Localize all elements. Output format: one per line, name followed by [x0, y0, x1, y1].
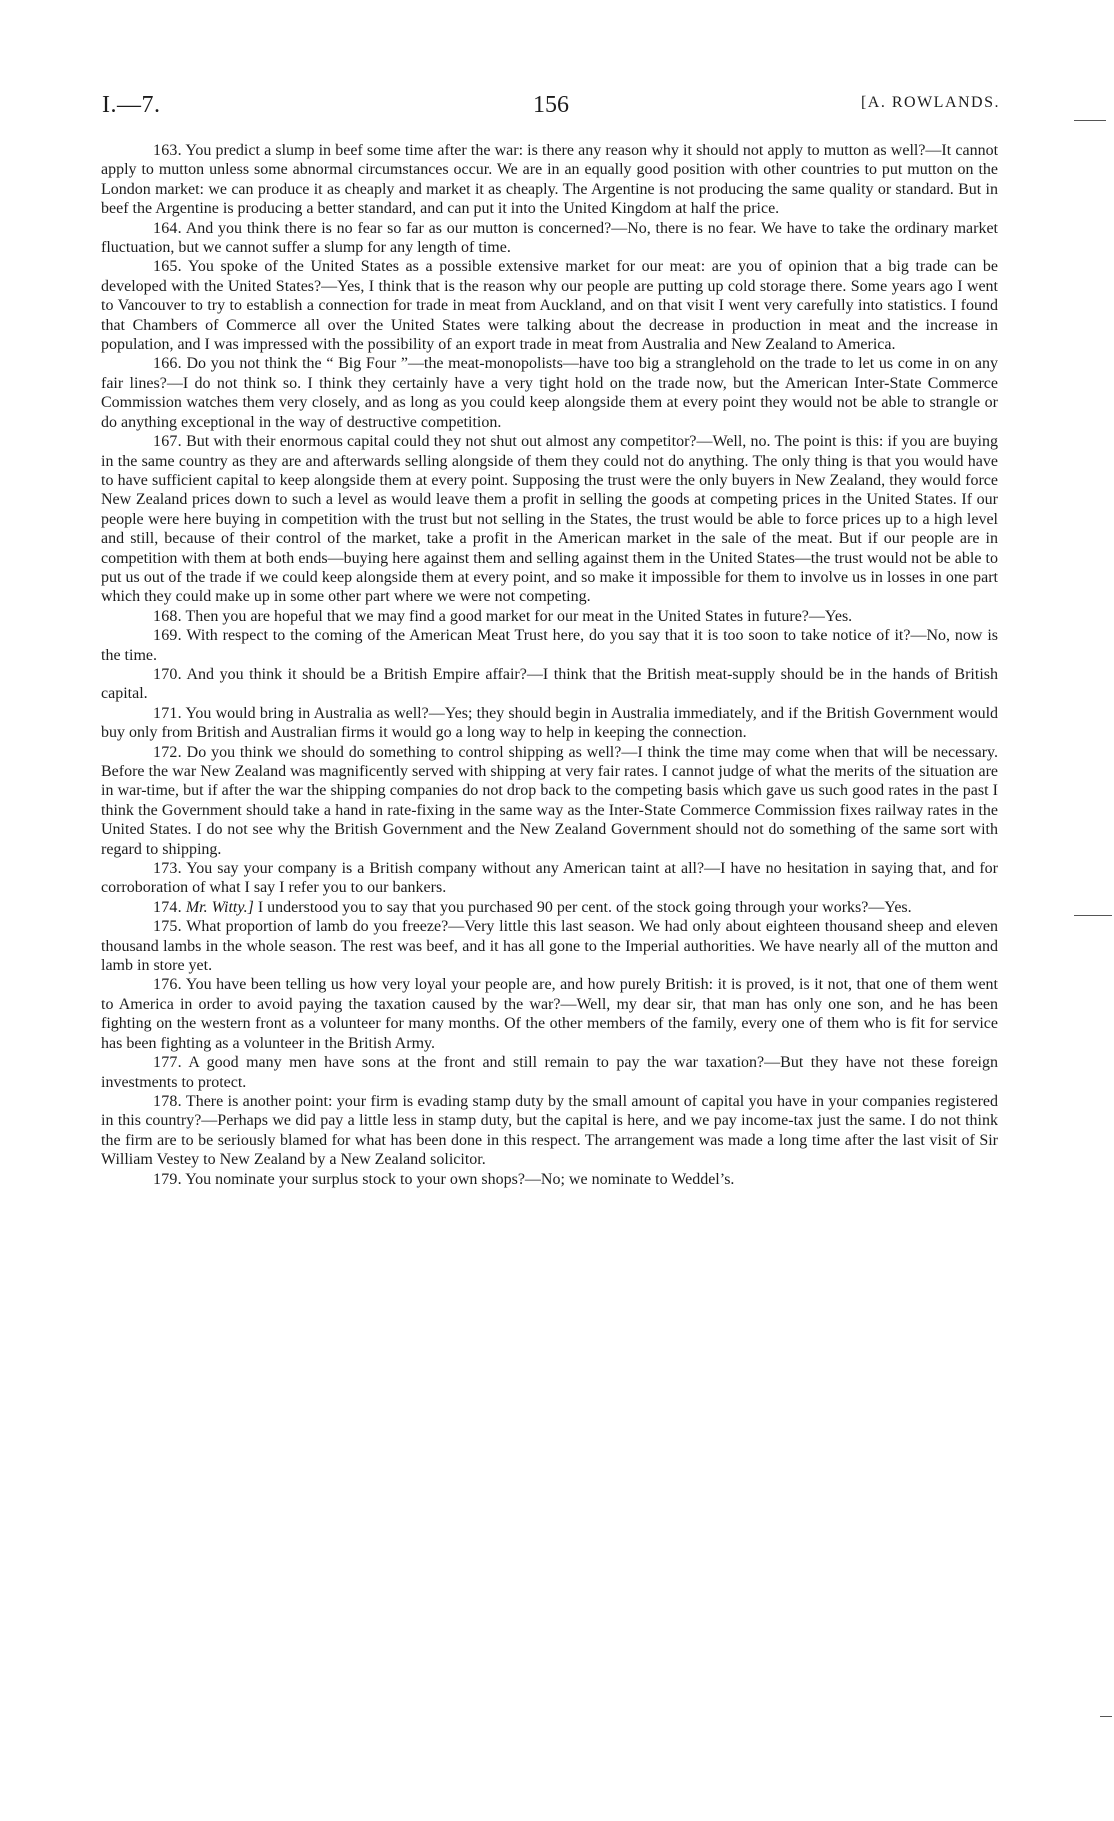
witness-name: [A. ROWLANDS. — [860, 94, 1000, 111]
question-number: 168. — [153, 607, 182, 625]
page-number: 156 — [533, 92, 569, 118]
question-number: 177. — [153, 1054, 182, 1072]
paragraph-174 — [101, 898, 998, 917]
question-number: 178. — [153, 1092, 182, 1110]
paragraph-text: Do you think we should do something to control shipping as well?—I think the time may come when that will be necessary. Before the war New Zealand was magnificently served with shipping at very fair rates. I cannot judge of what the merits of the situation are in war-time, but if after the war the shipping companies do not drop back to the competing basis which gave us such good rates in the past I think the Government should take a hand in rate-fixing in the same way as the Inter-State Commerce Commission fixes railway rates in the United States. I do not see why the British Government and the New Zealand Government should not do something of the same sort with regard to shipping. — [101, 743, 999, 858]
paragraph-178 — [101, 1092, 998, 1170]
paragraph-169 — [101, 626, 998, 665]
question-number: 171. — [153, 704, 182, 722]
paragraph-173 — [101, 859, 998, 898]
paragraph-172 — [101, 743, 998, 859]
question-number: 169. — [153, 627, 182, 645]
paragraph-text: Do you not think the “ Big Four ”—the meat-monopolists—have too big a stranglehold on the trade to let us come in on any fair lines?—I do not think so. I think they certainly have a very tight hold on the trade now, but the American Inter-State Commerce Commission watches them very closely, and as long as you could keep alongside them at every point they would not be able to strangle or do anything exceptional in the way of destructive competition. — [101, 355, 999, 431]
paper-reference: I.—7. — [102, 92, 161, 118]
margin-rule-bottom — [1100, 1716, 1112, 1717]
paragraph-text: A good many men have sons at the front and still remain to pay the war taxation?—But they have not these foreign investments to protect. — [101, 1054, 998, 1091]
page-header — [102, 92, 1000, 126]
paragraph-164 — [101, 219, 998, 258]
paragraph-text: But with their enormous capital could they not shut out almost any competitor?—Well, no. The point is this: if you are buying in the same country as they are and afterwards selling alongside of them they could not do anything. The only thing is that you would have to have sufficient capital to keep alongside them at every point. Supposing the trust were the only buyers in New Zealand, they would force New Zealand prices down to such a level as would leave them a profit in selling the goods at competing prices in the United States. If our people were here buying in competition with the trust but not selling in the States, the trust would be able to force prices up to a high level and still, because of their control of the market, take a profit in the American market in the sale of the meat. But if our people are in competition with them at both ends—buying here against them and selling against them in the United States—the trust would not be able to put us out of the trade if we could keep alongside them at every point, and so make it impossible for them to involve us in losses in one part which they could make up in some other part where we were not competing. — [101, 433, 999, 606]
paragraph-text: There is another point: your firm is evading stamp duty by the small amount of capital you have in your companies registered in this country?—Perhaps we did pay a little less in stamp duty, but the capital is here, and we pay income-tax just the same. I do not think the firm are to be seriously blamed for what has been done in this respect. The arrangement was made a long time after the last visit of Sir William Vestey to New Zealand by a New Zealand solicitor. — [101, 1092, 998, 1169]
paragraph-171 — [101, 704, 998, 743]
paragraph-text: I understood you to say that you purchased 90 per cent. of the stock going through your works?—Yes. — [257, 898, 912, 916]
question-number: 164. — [153, 219, 182, 237]
question-number: 179. — [153, 1170, 182, 1188]
paragraph-text: You say your company is a British company without any American taint at all?—I have no hesitation in saying that, and for corroboration of what I say I refer you to our bankers. — [101, 860, 999, 897]
question-number: 176. — [153, 976, 182, 994]
margin-rule-middle — [1074, 915, 1112, 916]
paragraph-text: What proportion of lamb do you freeze?—Very little this last season. We had only about eighteen thousand sheep and eleven thousand lambs in the whole season. The rest was beef, and it has all gone to the Imperial authorities. We have nearly all of the mutton and lamb in store yet. — [101, 918, 999, 975]
paragraph-179 — [101, 1170, 998, 1189]
question-number: 167. — [153, 433, 182, 451]
speaker-label: Mr. Witty.] — [185, 898, 254, 916]
paragraph-177 — [101, 1053, 998, 1092]
question-number: 165. — [153, 258, 182, 276]
paragraph-165 — [101, 257, 998, 354]
question-number: 174. — [153, 898, 182, 916]
question-number: 175. — [153, 918, 182, 936]
paragraph-166 — [101, 354, 998, 432]
paragraph-text: You predict a slump in beef some time after the war: is there any reason why it should not apply to mutton as well?—It cannot apply to mutton unless some abnormal circumstances occur. We are in an equally good position with other countries to put mutton on the London market: we can produce it as cheaply and market it as cheaply. The Argentine is not producing the same quality or standard. But in beef the Argentine is producing a better standard, and can put it into the United Kingdom at half the price. — [101, 142, 999, 218]
paragraph-168 — [101, 607, 998, 626]
paragraph-167 — [101, 432, 998, 607]
paragraph-text: You nominate your surplus stock to your own shops?—No; we nominate to Weddel’s. — [185, 1170, 735, 1188]
evidence-body — [101, 141, 998, 1189]
paragraph-163 — [101, 141, 998, 219]
question-number: 170. — [153, 665, 182, 683]
paragraph-175 — [101, 917, 998, 975]
question-number: 173. — [153, 860, 182, 878]
paragraph-text: You would bring in Australia as well?—Yes; they should begin in Australia immediately, and if the British Government would buy only from British and Australian firms it would go a long way to help in keeping the connection. — [101, 704, 999, 742]
paragraph-text: You spoke of the United States as a possible extensive market for our meat: are you of opinion that a big trade can be developed with the United States?—Yes, I think that is the reason why our people are putting up cold storage there. Some years ago I went to Vancouver to try to establish a connection for trade in meat from Auckland, and on that visit I went very carefully into statistics. I found that Chambers of Commerce all over the United States were talking about the decrease in production in meat and the increase in population, and I was impressed with the possibility of an export trade in meat from Australia and New Zealand to America. — [101, 258, 999, 354]
paragraph-text: And you think it should be a British Empire affair?—I think that the British meat-supply should be in the hands of British capital. — [101, 665, 998, 703]
paragraph-text: And you think there is no fear so far as our mutton is concerned?—No, there is no fear. We have to take the ordinary market fluctuation, but we cannot suffer a slump for any length of time. — [101, 219, 999, 257]
paragraph-170 — [101, 665, 998, 704]
question-number: 172. — [153, 743, 182, 761]
paragraph-176 — [101, 975, 998, 1053]
question-number: 163. — [153, 142, 182, 159]
question-number: 166. — [153, 355, 182, 373]
paragraph-text: Then you are hopeful that we may find a good market for our meat in the United States in future?—Yes. — [185, 607, 853, 625]
paragraph-text: You have been telling us how very loyal your people are, and how purely British: it is proved, is it not, that one of them went to America in order to avoid paying the taxation caused by the war?—Well, my dear sir, that man has only one son, and he has been fighting on the western front as a volunteer for many months. Of the other members of the family, every one of them who is fit for service has been fighting as a volunteer in the British Army. — [101, 976, 999, 1052]
paragraph-text: With respect to the coming of the American Meat Trust here, do you say that it is too soon to take notice of it?—No, now is the time. — [101, 627, 998, 664]
margin-rule-top — [1074, 120, 1106, 121]
